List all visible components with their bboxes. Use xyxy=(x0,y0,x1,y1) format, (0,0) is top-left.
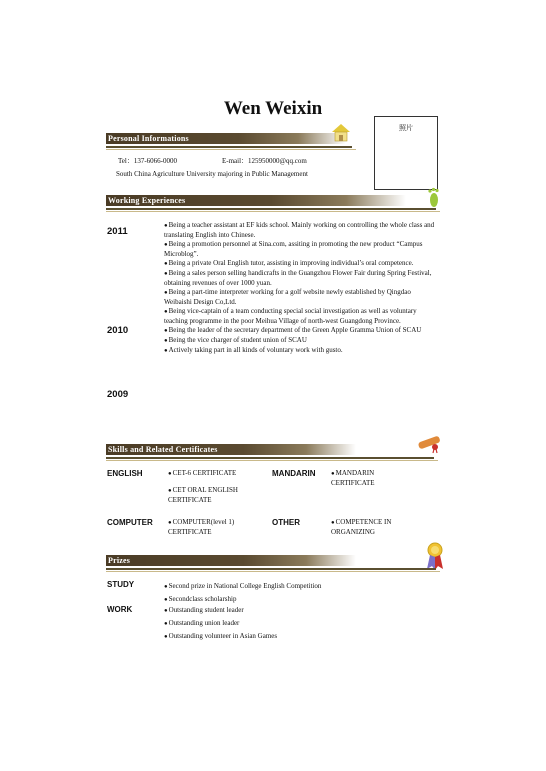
skill-item: ● COMPUTER(level 1) CERTIFICATE xyxy=(168,518,263,537)
skill-item: ● MANDARIN CERTIFICATE xyxy=(331,469,411,488)
personal-school: South China Agriculture University majoring in Public Management xyxy=(116,170,308,178)
resume-name: Wen Weixin xyxy=(223,98,323,119)
skill-item: ● COMPETENCE IN ORGANIZING xyxy=(331,518,416,537)
experience-item: ● Actively taking part in all kinds of voluntary work with gusto. xyxy=(164,346,436,356)
experience-item: ● Being a teacher assistant at EF kids school. Mainly working on controlling the whole class and translating English into Chinese. xyxy=(164,221,436,240)
year-2011: 2011 xyxy=(107,226,128,237)
section-header-skills xyxy=(106,444,356,455)
section-header-prizes xyxy=(106,555,356,566)
skill-items-computer xyxy=(168,518,263,537)
section-rule-thin xyxy=(106,571,440,572)
skill-item: ● CET ORAL ENGLISH CERTIFICATE xyxy=(168,486,268,505)
experience-item: ● Being the vice charger of student union of SCAU xyxy=(164,336,436,346)
section-title-skills: Skills and Related Certificates xyxy=(108,445,218,454)
prize-items-study xyxy=(164,580,404,606)
year-2009: 2009 xyxy=(107,389,129,400)
section-rule-thin xyxy=(106,149,356,150)
year-2010: 2010 xyxy=(107,325,129,336)
experience-list xyxy=(164,221,436,356)
experience-item: ● Being a promotion personnel at Sina.com, assiting in promoting the new product “Campus Microblog”. xyxy=(164,240,436,259)
experience-item: ● Being the leader of the secretary department of the Green Apple Gramma Union of SCAU xyxy=(164,326,436,336)
section-rule xyxy=(106,208,436,210)
section-header-working xyxy=(106,195,406,206)
house-icon xyxy=(330,122,352,149)
prize-label-work: WORK xyxy=(107,605,133,614)
prize-item: ● Secondclass scholarship xyxy=(164,593,404,606)
skill-label-computer: COMPUTER xyxy=(107,518,153,527)
section-header-personal xyxy=(106,133,346,144)
section-title-prizes: Prizes xyxy=(108,556,131,565)
skill-items-english xyxy=(168,469,268,505)
prize-item: ● Outstanding union leader xyxy=(164,617,404,630)
prize-item: ● Second prize in National College English Competition xyxy=(164,580,404,593)
prize-items-work xyxy=(164,604,404,643)
section-rule xyxy=(106,568,436,570)
prize-item: ● Outstanding student leader xyxy=(164,604,404,617)
section-rule-thin xyxy=(106,460,438,461)
experience-item: ● Being a part-time interpreter working for a golf website newly established by Qingdao Weibaishi Design Co,Ltd. xyxy=(164,288,436,307)
section-rule xyxy=(106,146,352,148)
experience-item: ● Being vice-captain of a team conducting special social investigation as well as voluntary teaching programme in the poor Meihua Village of north-west Guangdong Province. xyxy=(164,307,436,326)
experience-item: ● Being a private Oral English tutor, assisting in improving individual’s oral competence. xyxy=(164,259,436,269)
skill-label-other: OTHER xyxy=(272,518,300,527)
skill-label-mandarin: MANDARIN xyxy=(272,469,316,478)
skill-label-english: ENGLISH xyxy=(107,469,143,478)
photo-label: 照片 xyxy=(399,124,413,132)
skill-items-other xyxy=(331,518,416,537)
section-title-working: Working Experiences xyxy=(108,196,186,205)
section-rule-thin xyxy=(106,211,440,212)
prize-item: ● Outstanding volunteer in Asian Games xyxy=(164,630,404,643)
personal-tel: Tel：137-6066-0000 xyxy=(118,157,178,165)
personal-email: E-mail：125950000@qq.com xyxy=(222,157,307,165)
skill-items-mandarin xyxy=(331,469,411,488)
prize-label-study: STUDY xyxy=(107,580,135,589)
skill-item: ● CET-6 CERTIFICATE xyxy=(168,469,268,479)
diploma-scroll-icon xyxy=(415,432,445,459)
experience-item: ● Being a sales person selling handicrafts in the Guangzhou Flower Fair during Spring Festival, obtaining revenues of over 1000 yuan. xyxy=(164,269,436,288)
section-rule xyxy=(106,457,434,459)
section-title-personal: Personal Informations xyxy=(108,134,189,143)
photo-placeholder xyxy=(374,116,438,190)
